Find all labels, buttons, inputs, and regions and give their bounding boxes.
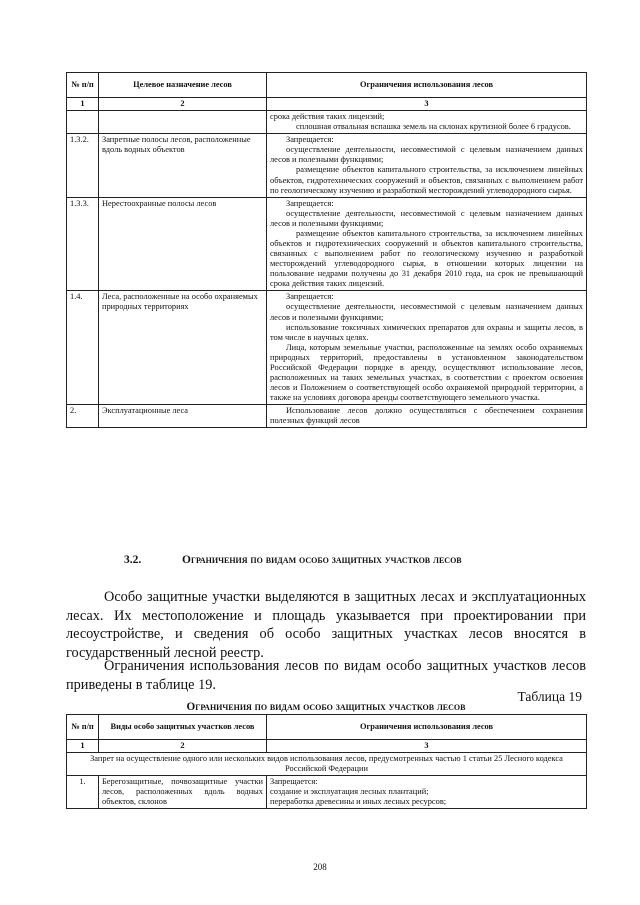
restrictions-table-continued: [66, 72, 587, 428]
header-purpose: Целевое назначение лесов: [99, 73, 267, 98]
table-span-row: [67, 753, 587, 776]
restriction-line: Запрещается:: [286, 198, 334, 208]
span-row-text: Запрет на осуществление одного или нескольких видов использования лесов, предусмотренных частью 1 статьи 25 Лесного кодекса Российской Федерации: [67, 753, 587, 776]
row-num: 1.4.: [67, 291, 99, 405]
row-restrictions: [267, 291, 587, 405]
section-paragraph-2: Ограничения использования лесов по видам особо защитных участков лесов приведены в таблице 19.: [66, 658, 586, 693]
row-purpose: Леса, расположенные на особо охраняемых природных территориях: [99, 291, 267, 405]
row-purpose: Нерестоохранные полосы лесов: [99, 197, 267, 291]
table-row: [67, 405, 587, 428]
row-num: 2.: [67, 405, 99, 428]
colnum-1: 1: [67, 98, 99, 111]
colnum-3: 3: [267, 98, 587, 111]
section-number: 3.2.: [124, 554, 142, 566]
restriction-line: Запрещается:: [286, 292, 334, 302]
row-purpose: Запретные полосы лесов, расположенные вдоль водных объектов: [99, 134, 267, 197]
row-num: 1.: [67, 776, 99, 809]
table-label: Таблица 19: [517, 689, 582, 704]
restriction-line: размещение объектов капитального строительства, за исключением линейных объектов и гидротехнических сооружений и объектов капитального строительства, связанных с выполнением работ по геологическому изучению и разработкой месторождений углеводородного сырья, в отношении которых лицензии на пользование недрами получены до 31 декабря 2010 года, на срок не превышающий срока действия таких лицензий.: [270, 228, 583, 289]
restriction-line: осуществление деятельности, несовместимой с целевым назначением данных лесов и полезными функциями;: [270, 302, 583, 322]
header-types: Виды особо защитных участков лесов: [99, 715, 267, 740]
colnum-1: 1: [67, 740, 99, 753]
table-row: [67, 134, 587, 197]
page-number: 208: [313, 862, 327, 872]
column-number-row: [67, 98, 587, 111]
restriction-line: сплошная отвальная вспашка земель на склонах крутизной более 6 градусов.: [296, 122, 571, 132]
column-number-row: [67, 740, 587, 753]
section-heading: [124, 554, 584, 566]
table-row: [67, 291, 587, 405]
restriction-line: осуществление деятельности, несовместимой с целевым назначением данных лесов и полезными функциями;: [270, 208, 583, 228]
restriction-line: Запрещается:: [270, 777, 318, 787]
header-num: № п/п: [67, 73, 99, 98]
table-title: Ограничения по видам особо защитных участков лесов: [186, 701, 466, 713]
restriction-line: срока действия таких лицензий;: [270, 112, 385, 122]
restriction-line: размещение объектов капитального строительства, за исключением линейных объектов, гидротехнических сооружений и объектов, связанных с выполнением работ по геологическому изучению и разработкой месторождений углеводородного сырья.: [270, 165, 583, 195]
table-row: [67, 197, 587, 291]
restriction-line: Запрещается:: [286, 135, 334, 145]
row-purpose: [99, 111, 267, 134]
restriction-line: Лица, которым земельные участки, расположенные на землях особо охраняемых природных территорий, предоставлены в установленном законодательством Российской Федерации порядке в аренду, осуществляют использование лесов, расположенных на таких земельных участках, в соответствии с проектом освоения лесов и Положением о соответствующей особо охраняемой природной территории, а также на условиях договора аренды соответствующего земельного участка.: [270, 342, 583, 403]
section-title: Ограничения по видам особо защитных участков лесов: [182, 554, 462, 566]
restriction-line: осуществление деятельности, несовместимой с целевым назначением данных лесов и полезными функциями;: [270, 145, 583, 165]
row-restrictions: [267, 405, 587, 428]
row-restrictions: [267, 197, 587, 291]
table-row: [67, 111, 587, 134]
table-header-row: [67, 73, 587, 98]
row-purpose: Эксплуатационные леса: [99, 405, 267, 428]
restriction-line: использование токсичных химических препаратов для охраны и защиты лесов, в том числе в научных целях.: [270, 322, 583, 342]
table-row: [67, 776, 587, 809]
section-paragraph-1: Особо защитные участки выделяются в защитных лесах и эксплуатационных лесах. Их местоположение и площадь указывается при проектировании при лесоустройстве, и сведения об особо защитных участках лесов вносятся в государственный лесной реестр.: [66, 589, 586, 661]
restriction-line: Использование лесов должно осуществляться с обеспечением сохранения полезных функций лесов: [270, 406, 583, 426]
row-num: [67, 111, 99, 134]
restriction-line: переработка древесины и иных лесных ресурсов;: [270, 797, 447, 807]
row-num: 1.3.2.: [67, 134, 99, 197]
colnum-2: 2: [99, 98, 267, 111]
protected-plots-table: [66, 714, 587, 809]
row-num: 1.3.3.: [67, 197, 99, 291]
table-header-row: [67, 715, 587, 740]
header-restrictions: Ограничения использования лесов: [267, 73, 587, 98]
colnum-2: 2: [99, 740, 267, 753]
header-num: № п/п: [67, 715, 99, 740]
header-restrictions: Ограничения использования лесов: [267, 715, 587, 740]
colnum-3: 3: [267, 740, 587, 753]
row-restrictions: [267, 111, 587, 134]
row-restrictions: [267, 776, 587, 809]
row-restrictions: [267, 134, 587, 197]
row-type: Берегозащитные, почвозащитные участки лесов, расположенных вдоль водных объектов, склонов: [99, 776, 267, 809]
restriction-line: создание и эксплуатация лесных плантаций;: [270, 787, 429, 797]
